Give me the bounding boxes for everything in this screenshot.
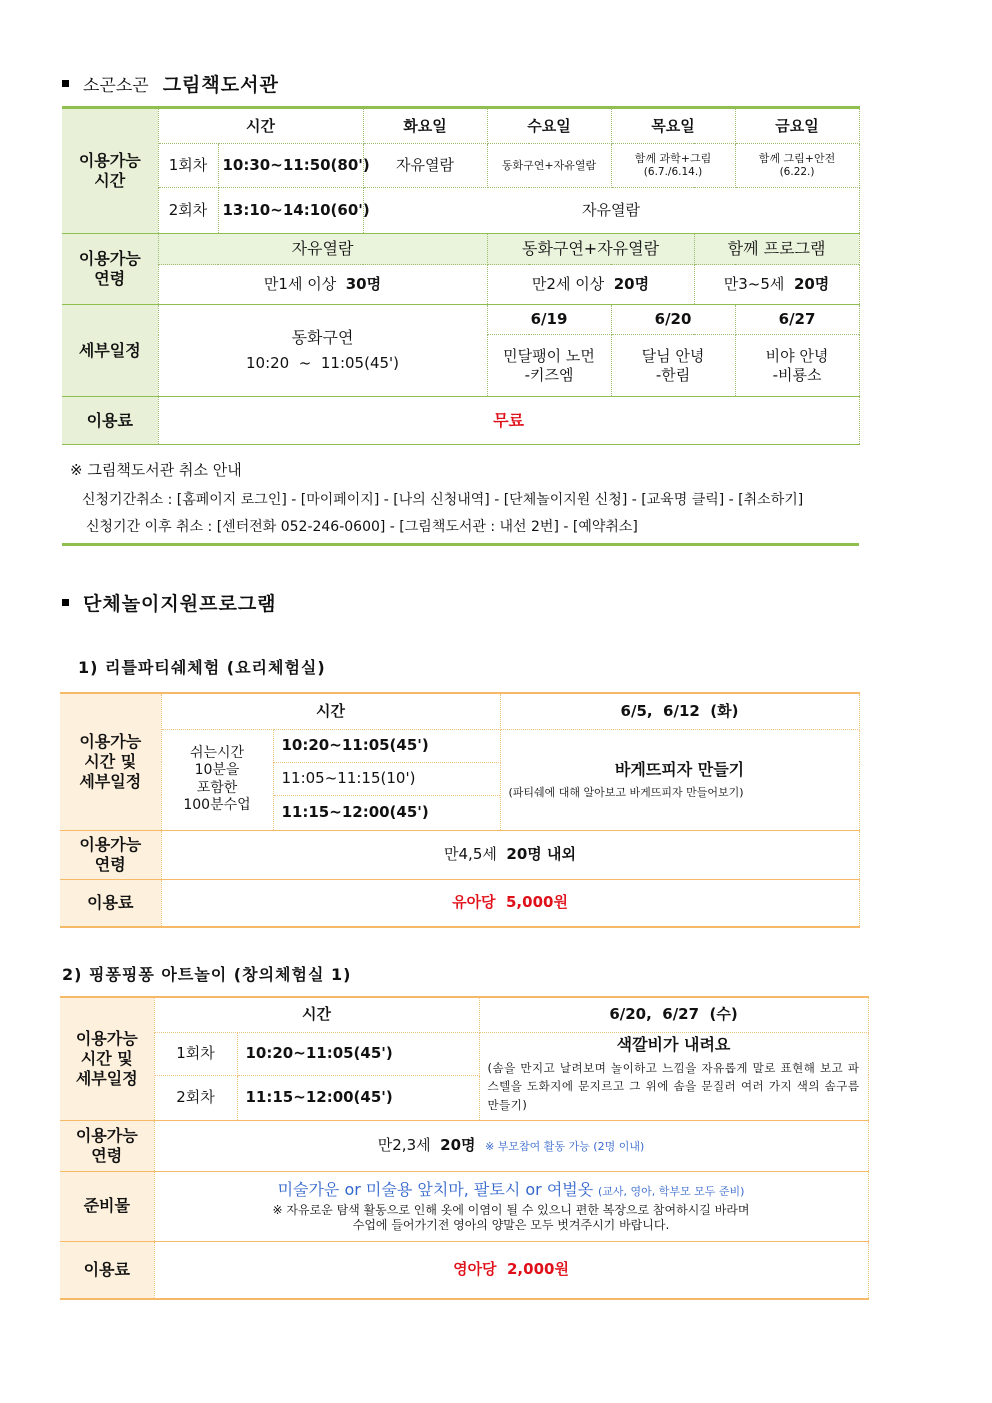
prog1-time-3: 11:15~12:00(45')	[273, 795, 500, 830]
age-together-count: 20명	[793, 275, 830, 294]
session1-fri-note: (6.22.)	[779, 165, 815, 178]
prog1-time-header: 시간	[161, 693, 500, 729]
session1-label: 1회차	[158, 144, 218, 188]
bullet-square-icon	[62, 80, 69, 87]
header-fri: 금요일	[735, 108, 859, 144]
prog1-fee-label: 이용료	[60, 879, 161, 927]
library-prefix: 소곤소곤	[83, 76, 149, 96]
group-section-title	[62, 589, 277, 616]
session1-fri	[735, 144, 859, 188]
schedule-item-1	[487, 335, 611, 397]
prog1-break-note: 쉬는시간 10분을 포함한 100분수업	[161, 729, 273, 830]
notice-line-1: 신청기간취소 : [홈페이지 로그인] - [마이페이지] - [나의 신청내역] - [단체놀이지원 신청] - [교육명 클릭] - [취소하기]	[82, 492, 804, 508]
notice-title: ※ 그림책도서관 취소 안내	[70, 461, 242, 479]
schedule-item-1-title: 민달팽이 노먼	[503, 346, 595, 365]
prog2-age-label: 이용가능 연령	[60, 1120, 154, 1171]
prog2-title: 2) 핑퐁핑퐁 아트놀이 (창의체험실 1)	[62, 965, 352, 984]
prog2-row-label: 이용가능 시간 및 세부일정	[60, 997, 154, 1120]
schedule-left	[158, 305, 487, 397]
prog1-time-1: 10:20~11:05(45')	[273, 729, 500, 762]
schedule-item-2-author: -한림	[655, 365, 691, 384]
schedule-item-3-title: 비야 안녕	[765, 346, 829, 365]
session2-all: 자유열람	[363, 188, 859, 234]
prog1-time-2: 11:05~11:15(10')	[273, 762, 500, 795]
prog1-title: 1) 리틀파티쉐체험 (요리체험실)	[78, 658, 326, 677]
prog2-date-header: 6/20, 6/27 (수)	[479, 997, 868, 1032]
age-free-count: 30명	[345, 275, 382, 294]
schedule-left-time: 10:20 ~ 11:05(45')	[246, 354, 400, 373]
prog1-fee: 유아당 5,000원	[161, 879, 859, 927]
prog2-time-header: 시간	[154, 997, 479, 1032]
prog1-activity	[500, 729, 859, 830]
prog2-prep	[154, 1171, 868, 1241]
session1-tue: 자유열람	[363, 144, 487, 188]
prog2-session2-label: 2회차	[154, 1075, 237, 1120]
prog2-prep-note: (교사, 영아, 학부모 모두 준비)	[597, 1184, 745, 1198]
session2-time: 13:10~14:10(60')	[218, 188, 363, 234]
prog1-age-label: 이용가능 연령	[60, 830, 161, 879]
prog2-session1-time: 10:20~11:05(45')	[237, 1032, 479, 1075]
prog2-activity-title: 색깔비가 내려요	[616, 1034, 731, 1054]
library-schedule-table	[62, 106, 860, 445]
prog2-fee-label: 이용료	[60, 1241, 154, 1299]
prog2-table	[60, 996, 869, 1300]
prog1-activity-title: 바게뜨피자 만들기	[614, 759, 745, 779]
prog2-age-note: ※ 부모참여 활동 가능 (2명 이내)	[485, 1140, 645, 1154]
prog2-activity-desc: (솜을 만지고 날려보며 놀이하고 느낌을 자유롭게 말로 표현해 보고 파스텔을 도화지에 문지르고 그 위에 솜을 문질러 여러 가지 색의 솜구름 만들기)	[487, 1060, 860, 1113]
prog2-session1-label: 1회차	[154, 1032, 237, 1075]
age-header-story: 동화구연+자유열람	[487, 234, 694, 265]
age-value-free	[158, 265, 487, 305]
session1-wed: 동화구연+자유열람	[487, 144, 611, 188]
group-title: 단체놀이지원프로그램	[83, 593, 277, 615]
age-value-together	[694, 265, 859, 305]
schedule-item-3	[735, 335, 859, 397]
prog1-activity-desc: (파티쉐에 대해 알아보고 바게뜨피자 만들어보기)	[508, 785, 744, 799]
library-title: 그림책도서관	[162, 74, 279, 96]
age-story-text: 만2세 이상	[531, 275, 605, 294]
prog2-age-count: 20명	[440, 1136, 476, 1155]
header-tue: 화요일	[363, 108, 487, 144]
prog1-table	[60, 692, 860, 928]
bullet-square-icon	[62, 599, 69, 606]
prog2-prep-main: 미술가운 or 미술용 앞치마, 팔토시 or 여벌옷	[277, 1179, 594, 1199]
library-section-title	[62, 70, 279, 97]
schedule-date-1: 6/19	[487, 305, 611, 335]
schedule-item-2	[611, 335, 735, 397]
schedule-date-3: 6/27	[735, 305, 859, 335]
prog2-prep-label: 준비물	[60, 1171, 154, 1241]
notice-line-2: 신청기간 이후 취소 : [센터전화 052-246-0600] - [그림책도서관 : 내선 2번] - [예약취소]	[86, 519, 638, 535]
session1-thu-note: (6.7./6.14.)	[643, 165, 703, 178]
age-free-text: 만1세 이상	[263, 275, 337, 294]
age-header-together: 함께 프로그램	[694, 234, 859, 265]
cancel-notice	[62, 449, 859, 546]
prog2-prep-line3: 수업에 들어가기전 영아의 양말은 모두 벗겨주시기 바랍니다.	[352, 1217, 670, 1232]
prog2-session2-time: 11:15~12:00(45')	[237, 1075, 479, 1120]
row-label-age: 이용가능 연령	[62, 234, 158, 305]
row-label-time: 이용가능 시간	[62, 108, 158, 234]
session1-time: 10:30~11:50(80')	[218, 144, 363, 188]
schedule-date-2: 6/20	[611, 305, 735, 335]
session1-thu-text: 함께 과학+그림	[634, 152, 712, 166]
age-story-count: 20명	[613, 275, 650, 294]
prog2-prep-line2: ※ 자유로운 탐색 활동으로 인해 옷에 이염이 될 수 있으니 편한 복장으로 참여하시길 바라며	[272, 1202, 750, 1217]
schedule-item-2-title: 달님 안녕	[641, 346, 705, 365]
library-fee: 무료	[158, 397, 859, 445]
prog2-age-text: 만2,3세	[377, 1136, 431, 1155]
header-wed: 수요일	[487, 108, 611, 144]
age-value-story	[487, 265, 694, 305]
prog1-age	[161, 830, 859, 879]
age-together-text: 만3~5세	[723, 275, 785, 294]
session1-fri-text: 함께 그림+안전	[758, 152, 836, 166]
schedule-item-1-author: -키즈엠	[524, 365, 574, 384]
prog2-age	[154, 1120, 868, 1171]
prog2-fee: 영아당 2,000원	[154, 1241, 868, 1299]
age-header-free: 자유열람	[158, 234, 487, 265]
prog1-age-text: 만4,5세	[444, 845, 497, 864]
row-label-schedule: 세부일정	[62, 305, 158, 397]
schedule-left-title: 동화구연	[291, 328, 354, 348]
header-time: 시간	[158, 108, 363, 144]
prog2-activity	[479, 1032, 868, 1120]
row-label-fee: 이용료	[62, 397, 158, 445]
session1-thu	[611, 144, 735, 188]
header-thu: 목요일	[611, 108, 735, 144]
session2-label: 2회차	[158, 188, 218, 234]
prog1-age-count: 20명 내외	[506, 845, 576, 864]
schedule-item-3-author: -비룡소	[772, 365, 822, 384]
prog1-date-header: 6/5, 6/12 (화)	[500, 693, 859, 729]
prog1-row-label: 이용가능 시간 및 세부일정	[60, 693, 161, 830]
